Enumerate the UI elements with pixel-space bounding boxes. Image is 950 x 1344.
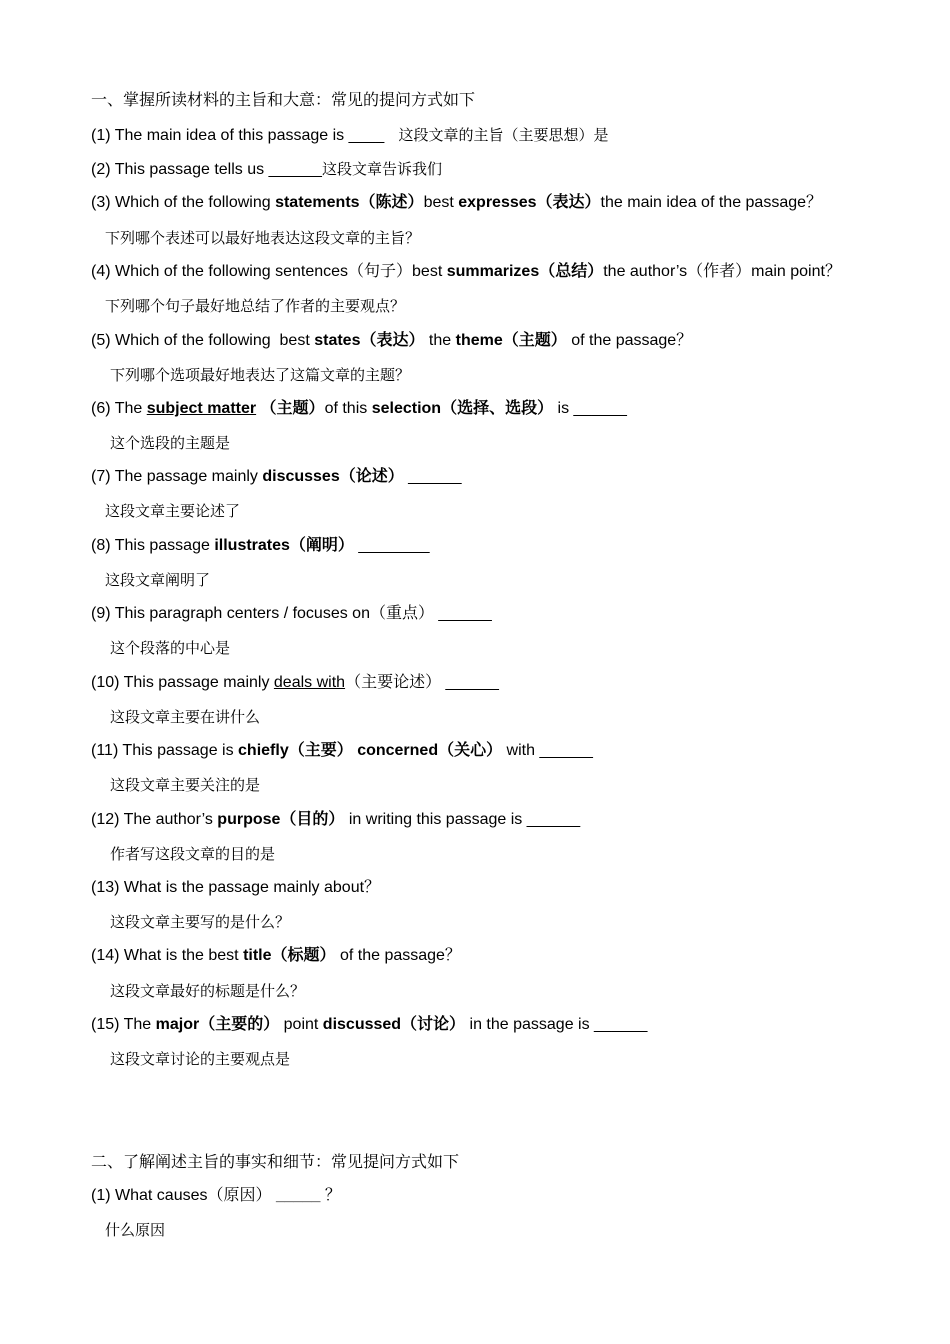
item-7-text-a: (7) The passage mainly — [91, 468, 263, 485]
item-8-text-a: (8) This passage — [91, 537, 215, 554]
item-9-text: (9) This paragraph centers / focuses on（重点） ______ — [91, 605, 492, 622]
item-5-text-c: of the passage？ — [566, 332, 693, 349]
item-2-zh: 这段文章告诉我们 — [321, 160, 442, 178]
item-5-text-b: the — [424, 332, 456, 349]
item-8-keyword-illustrates: illustrates（阐明） — [214, 537, 354, 554]
section-2-heading: 二、了解阐述主旨的事实和细节：常见提问方式如下 — [91, 1152, 460, 1171]
item-3 — [91, 193, 822, 213]
item-12-translation: 作者写这段文章的目的是 — [110, 845, 276, 863]
item-1-text: (1) The main idea of this passage is ____ — [91, 127, 385, 144]
item-3-keyword-statements: statements（陈述） — [275, 194, 424, 211]
item-2-text: (2) This passage tells us ______ — [91, 161, 322, 178]
item-4-translation: 下列哪个句子最好地总结了作者的主要观点？ — [105, 297, 406, 315]
item-1-zh: 这段文章的主旨（主要思想）是 — [384, 126, 609, 144]
item-15-text-c: in the passage is ______ — [465, 1016, 648, 1033]
item-4 — [91, 262, 841, 282]
item-14-translation: 这段文章最好的标题是什么？ — [110, 982, 306, 1000]
item-5-keyword-states: states（表达） — [314, 332, 425, 349]
item-5-translation: 下列哪个选项最好地表达了这篇文章的主题？ — [110, 366, 411, 384]
item-12 — [91, 810, 580, 830]
item-15-text-b: point — [279, 1016, 323, 1033]
section-2-item-1-translation: 什么原因 — [105, 1221, 166, 1239]
item-11-text-a: (11) This passage is — [91, 742, 239, 759]
item-6-text-c: is ______ — [553, 400, 627, 417]
item-8 — [91, 536, 430, 556]
item-8-translation: 这段文章阐明了 — [105, 571, 211, 589]
item-6 — [91, 399, 627, 419]
item-6-keyword-subject-matter: subject matter — [146, 400, 257, 417]
item-12-text-b: in writing this passage is ______ — [344, 811, 581, 828]
item-12-keyword-purpose: purpose（目的） — [217, 811, 345, 828]
item-15 — [91, 1015, 647, 1035]
item-14-keyword-title: title（标题） — [243, 947, 336, 964]
item-6-text-b: of this — [324, 400, 372, 417]
section-2-item-1-text-a: (1) What causes（原因） — [91, 1187, 276, 1204]
item-15-translation: 这段文章讨论的主要观点是 — [110, 1050, 291, 1068]
item-11-translation: 这段文章主要关注的是 — [110, 776, 261, 794]
item-10-translation: 这段文章主要在讲什么 — [110, 708, 261, 726]
item-8-blank: ________ — [353, 537, 430, 554]
section-2-item-1-blank: _____ — [275, 1187, 321, 1204]
item-14-text-a: (14) What is the best — [91, 947, 244, 964]
item-10-text-a: (10) This passage mainly — [91, 674, 274, 691]
item-11-keyword-chiefly: chiefly（主要） — [238, 742, 353, 759]
item-11-keyword-concerned: concerned（关心） — [357, 742, 503, 759]
item-4-keyword-summarizes: summarizes（总结） — [446, 263, 604, 280]
item-13-translation: 这段文章主要写的是什么？ — [110, 913, 291, 931]
item-7-keyword-discusses: discusses（论述） — [262, 468, 404, 485]
item-12-text-a: (12) The author’s — [91, 811, 218, 828]
item-6-translation: 这个选段的主题是 — [110, 434, 231, 452]
item-6-text-a: (6) The — [91, 400, 147, 417]
item-5 — [91, 331, 692, 351]
item-14-text-b: of the passage？ — [335, 947, 461, 964]
item-7-translation: 这段文章主要论述了 — [105, 502, 241, 520]
item-10 — [91, 673, 499, 693]
item-13-text: (13) What is the passage mainly about？ — [91, 879, 381, 896]
item-15-text-a: (15) The — [91, 1016, 156, 1033]
section-2-item-1-text-b: ？ — [320, 1187, 341, 1204]
item-2 — [91, 159, 442, 180]
item-11-text-b: with ______ — [502, 742, 593, 759]
section-2-item-1 — [91, 1186, 341, 1206]
item-1 — [91, 125, 609, 146]
item-9-translation: 这个段落的中心是 — [110, 639, 231, 657]
item-10-keyword-deals-with: deals with — [273, 674, 346, 691]
item-10-text-b: （主要论述） ______ — [345, 674, 499, 691]
item-15-keyword-major: major（主要的） — [155, 1016, 280, 1033]
item-14 — [91, 946, 461, 966]
item-6-keyword-theme: （主题） — [256, 400, 325, 417]
item-3-text-c: the main idea of the passage？ — [600, 194, 823, 211]
item-7-blank: ______ — [403, 468, 462, 485]
item-4-text-b: the author’s（作者）main point？ — [603, 263, 841, 280]
item-3-keyword-expresses: expresses（表达） — [458, 194, 601, 211]
item-3-translation: 下列哪个表述可以最好地表达这段文章的主旨？ — [105, 229, 421, 247]
section-1-heading: 一、掌握所读材料的主旨和大意：常见的提问方式如下 — [91, 90, 476, 109]
item-3-text-b: best — [423, 194, 459, 211]
item-9 — [91, 604, 492, 624]
item-7 — [91, 467, 462, 487]
item-5-text-a: (5) Which of the following best — [91, 332, 315, 349]
item-11 — [91, 741, 593, 761]
item-5-keyword-theme: theme（主题） — [455, 332, 567, 349]
item-13 — [91, 878, 380, 898]
item-6-keyword-selection: selection（选择、选段） — [371, 400, 554, 417]
item-3-text-a: (3) Which of the following — [91, 194, 276, 211]
item-4-text-a: (4) Which of the following sentences（句子）best — [91, 263, 447, 280]
item-15-keyword-discussed: discussed（讨论） — [322, 1016, 466, 1033]
